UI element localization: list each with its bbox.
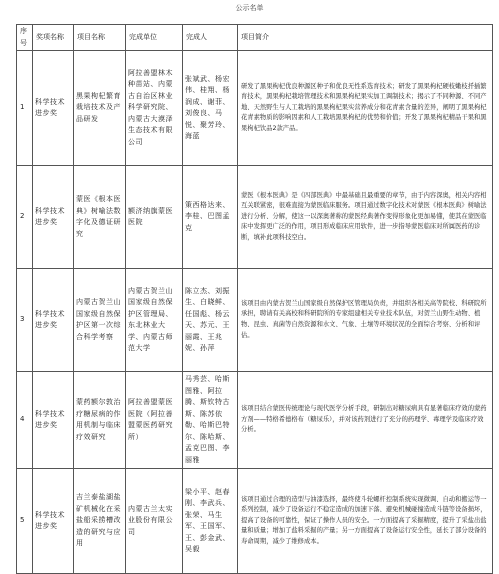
award-name: 科学技术进步奖 xyxy=(33,469,74,574)
project-name: 内蒙古贺兰山国家级自然保护区第一次综合科学考察 xyxy=(74,269,126,372)
row-index: 2 xyxy=(17,166,33,269)
column-header-project: 项目名称 xyxy=(74,25,126,51)
column-header-intro: 项目简介 xyxy=(238,25,493,51)
award-name: 科学技术进步奖 xyxy=(33,166,74,269)
project-name: 蒙医《根本医典》树喻法数字化及德证研究 xyxy=(74,166,126,269)
table-row xyxy=(17,469,493,574)
completing-unit: 阿拉善盟林木种苗站、内蒙古自治区林业科学研究院、内蒙古大漠泽生态技术有限公司 xyxy=(126,51,183,166)
project-intro: 该项目通过合理的造型与油漆选择，最终使斗轮螺杆控制系统实现微调、自动和搬运等一系列控制，减少了设备运行不稳定造成的加速下落、避免机械碰撞造成斗链等设备损坏，提高了设备的可靠性，保证了操作人员的安全。一方面提高了采掘精度，提升了采盐出盐量和质量；增加了盐料采掘的产量；另一方面提高了设备运行安全性，延长了部分设备的寿命周期，减少了维修成本。 xyxy=(238,469,493,574)
project-name: 蒙药额尔敦治疗糖尿病的作用机制与临床疗效研究 xyxy=(74,372,126,469)
row-index: 3 xyxy=(17,269,33,372)
completing-unit: 内蒙古兰太实业股份有限公司 xyxy=(126,469,183,574)
project-intro: 蒙医《根本医典》是《四部医典》中最基础且最重要的章节，由于内容深奥，相关内容相互关联紧密，很难直接为蒙医临床服务。项目通过数字化技术对蒙医《根本医典》树喻法进行分析、分解，使这一以深奥著称的蒙医经典著作变得形象化更加易懂，使其在蒙医临床中发挥更广泛的作用，项目形成临床应用软件，进一步指导蒙医临床对所属医药的诊断，填补此项科技空白。 xyxy=(238,166,493,269)
row-index: 5 xyxy=(17,469,33,574)
column-header-index: 序号 xyxy=(17,25,33,51)
project-name: 吉兰泰盐湖盐矿机械化在采盐船采捞槽改造的研究与应用 xyxy=(74,469,126,574)
award-name: 科学技术进步奖 xyxy=(33,269,74,372)
completing-unit: 内蒙古贺兰山国家级自然保护区管理局、东北林业大学、内蒙古师范大学 xyxy=(126,269,183,372)
completing-people: 梁小平、赵春刚、李武兵、张荣、马生军、王国军、王、彭金武、吴毅 xyxy=(183,469,238,574)
column-header-award: 奖项名称 xyxy=(33,25,74,51)
award-name: 科学技术进步奖 xyxy=(33,372,74,469)
completing-people: 马秀芸、哈斯图雅、阿拉腾、斯钦特古斯、陈苏依勒、哈斯巴特尔、陈哈斯、孟克巴图、李丽雅 xyxy=(183,372,238,469)
table-row xyxy=(17,166,493,269)
table-row xyxy=(17,51,493,166)
award-name: 科学技术进步奖 xyxy=(33,51,74,166)
row-index: 4 xyxy=(17,372,33,469)
column-header-unit: 完成单位 xyxy=(126,25,183,51)
row-index: 1 xyxy=(17,51,33,166)
page-title: 公示名单 xyxy=(235,4,264,12)
completing-people: 策西格达来、李桂、巴图孟克 xyxy=(183,166,238,269)
completing-unit: 额济纳旗蒙医医院 xyxy=(126,166,183,269)
completing-people: 张斌武、杨宏伟、桂翔、杨润成、谢菲、刘俊良、马悦、聚芳玲、海蓝 xyxy=(183,51,238,166)
project-intro: 该项目由内蒙古贺兰山国家级自然保护区管理局负责，并组织各相关高等院校、科研院所承担，聘请有关高校和科研院所的专家组建相关专业技术队伍，对贺兰山野生动物、植物、昆虫、真菌等自然资源和水文、气象、土壤等环境状况的全面综合考察、分析和评估。 xyxy=(238,269,493,372)
completing-unit: 阿拉善盟蒙医医院（阿拉善盟蒙医药研究所） xyxy=(126,372,183,469)
table-row xyxy=(17,372,493,469)
completing-people: 陈立杰、刘振生、白晓鲜、任国彪、杨云天、苏元、王丽霞、王兆妮、孙萍 xyxy=(183,269,238,372)
project-name: 黑果枸杞繁育栽培技术及产品研发 xyxy=(74,51,126,166)
project-intro: 研发了黑果枸杞优良种源区种子和优良无性系选育技术；研发了黑果枸杞硬枝嫩枝扦插繁育技术，黑果枸杞栽培管理技术和黑果枸杞果实加工调制技术；揭示了不同种源、不同产地、天然野生与人工栽培的黑果枸杞果实营养成分和花青素含量的差异，阐明了黑果枸杞花青素物质的影响因素和人工栽培黑果枸杞的优势和价值；开发了黑果枸杞精品干果和黑果枸杞饮品2款产品。 xyxy=(238,51,493,166)
column-header-people: 完成人 xyxy=(183,25,238,51)
table-header-row xyxy=(17,25,493,51)
award-table xyxy=(16,24,493,574)
project-intro: 该项目结合蒙医传统理论与现代医学分析手段，研制出对糖尿病具有显著临床疗效的蒙药方剂——特格希德格布（糖尿乐），并对该药剂进行了充分的药理学、毒理学及临床疗效分析。 xyxy=(238,372,493,469)
table-row xyxy=(17,269,493,372)
